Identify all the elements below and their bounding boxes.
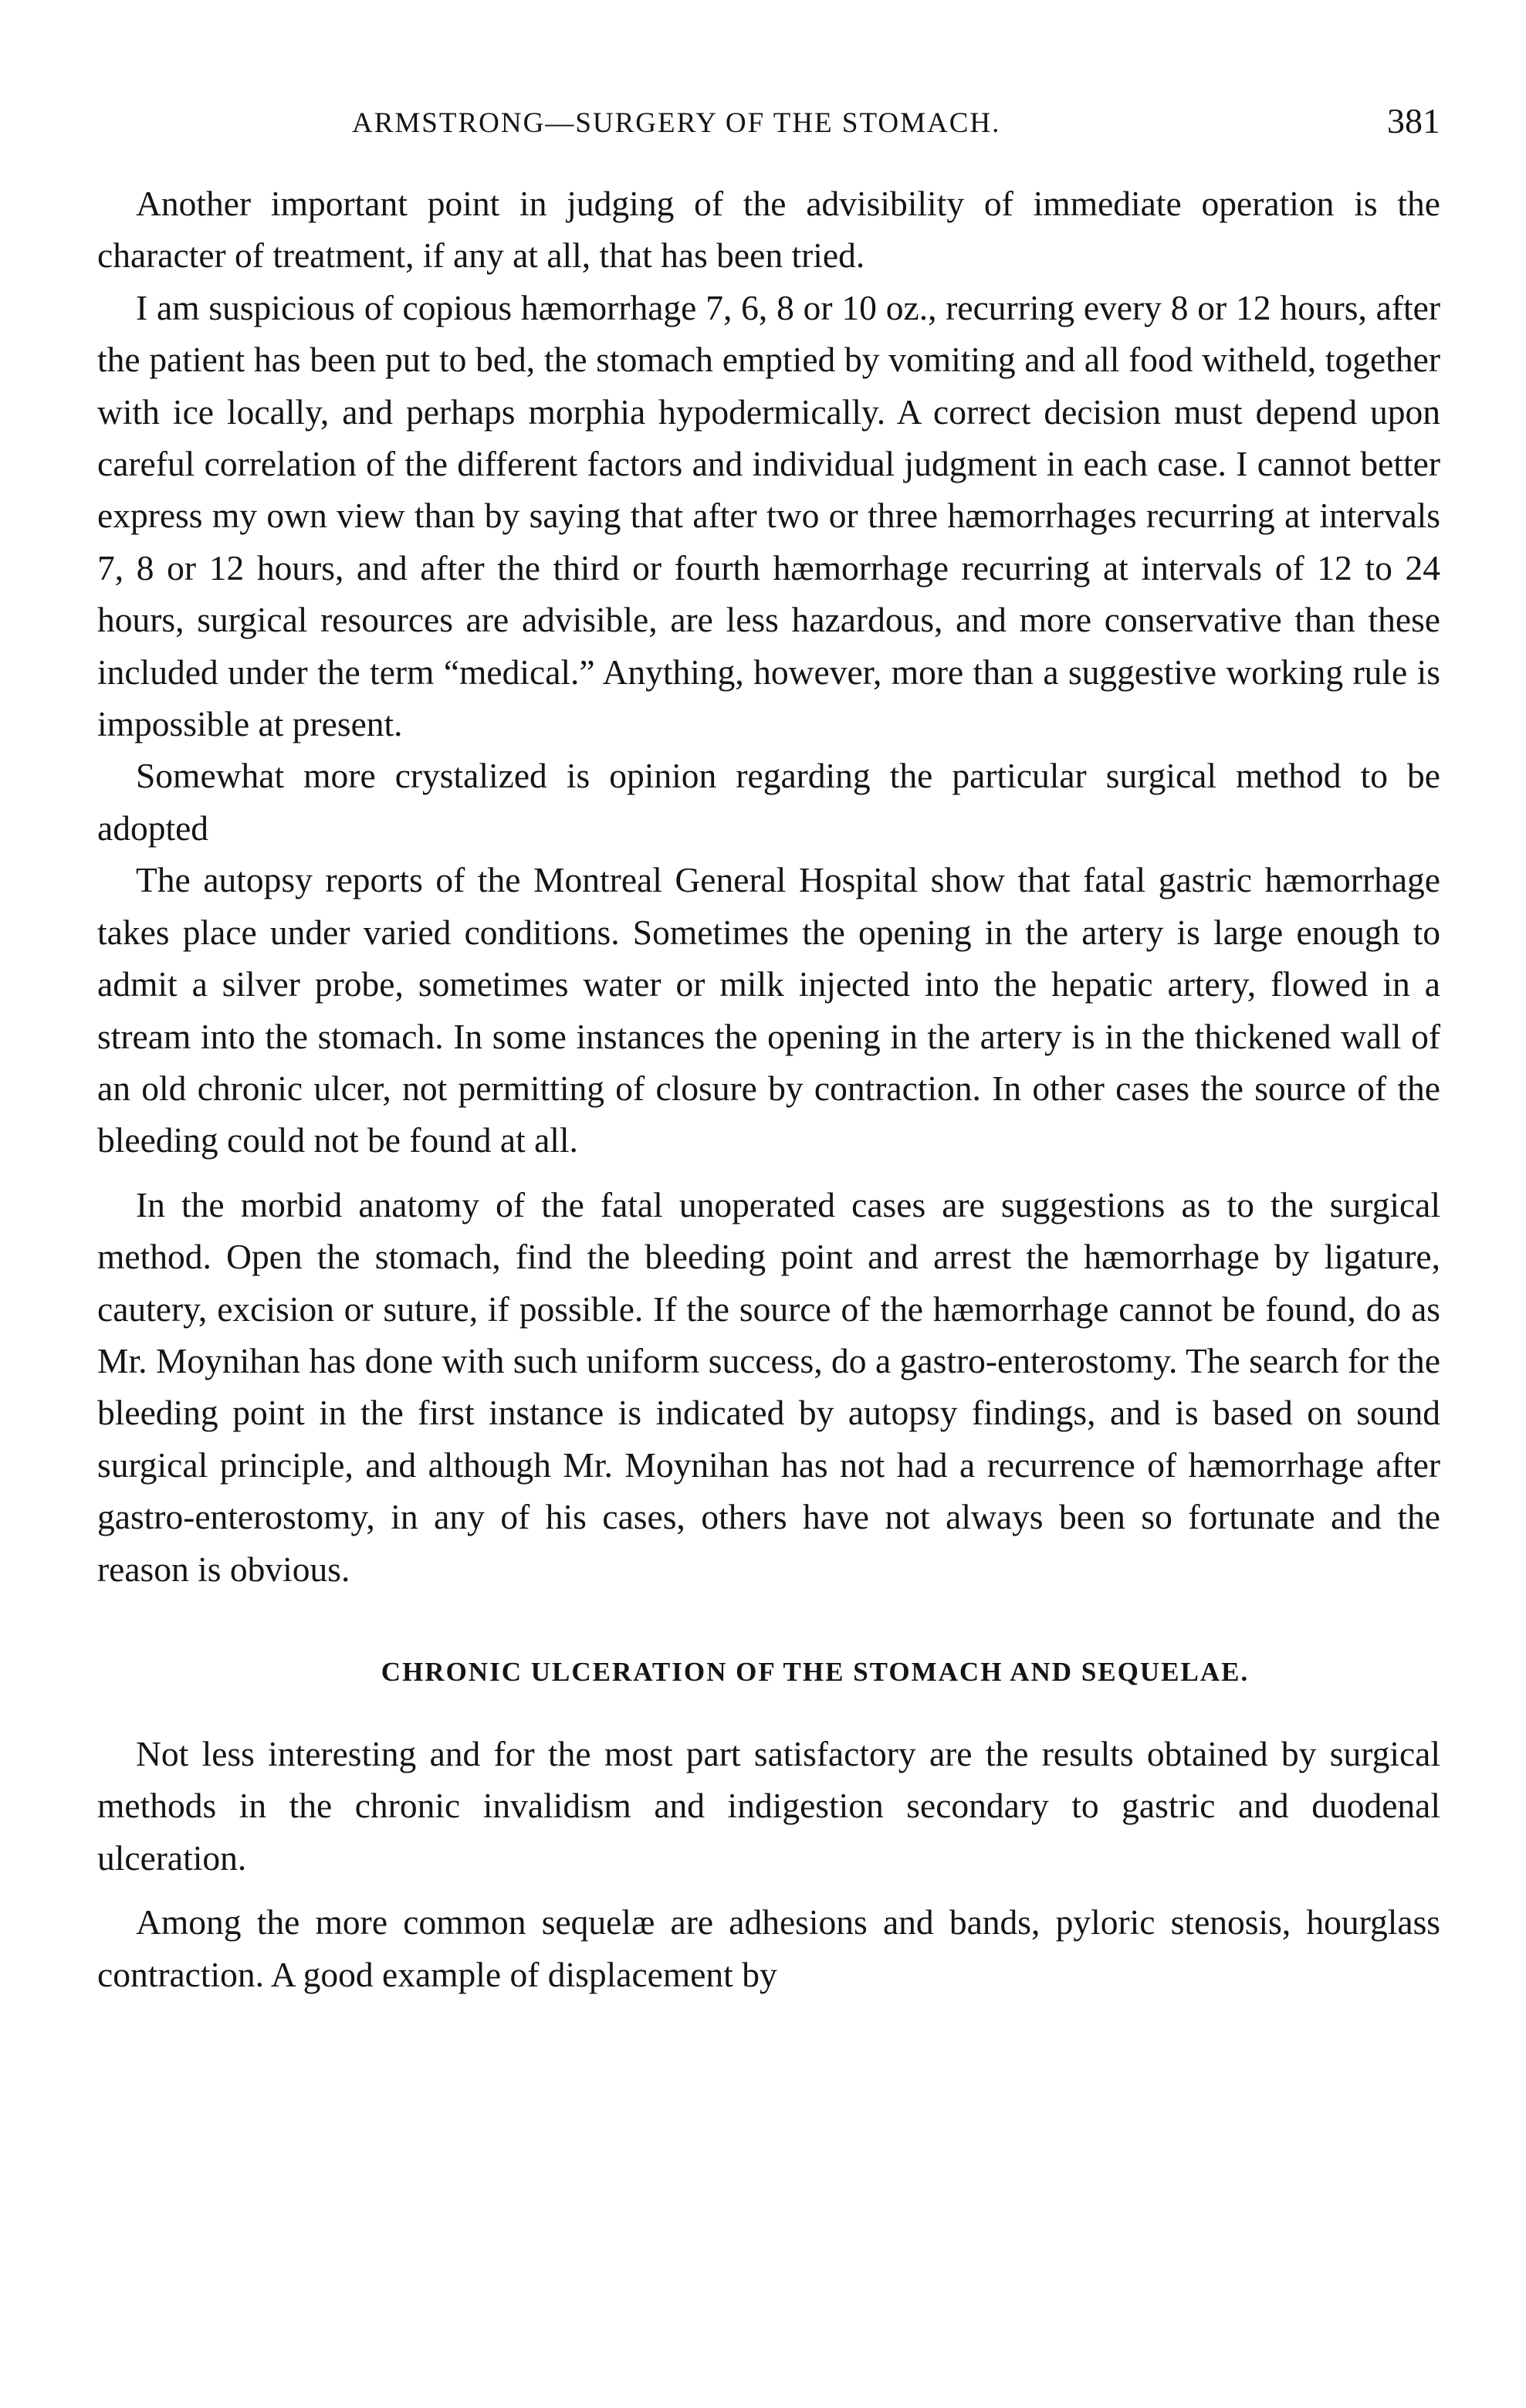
- paragraph-2: I am suspicious of copious hæmorrhage 7, 6, 8 or 10 oz., recurring every 8 or 12 hours, after the patient has been put to bed, the stomach emptied by vomiting and all food witheld, together with ice locally, and perhaps morphia hypodermically. A correct decision must depend upon careful correlation of the different factors and individual judgment in each case. I cannot better express my own view than by saying that after two or three hæmorrhages recurring at intervals 7, 8 or 12 hours, and after the third or fourth hæmorrhage recurring at intervals of 12 to 24 hours, surgical resources are advisible, are less hazardous, and more conservative than these included under the term “medical.” Anything, however, more than a suggestive working rule is impossible at present.: [97, 287, 1440, 744]
- running-head: [97, 93, 1440, 154]
- section-paragraph-2: Among the more common sequelæ are adhesions and bands, pyloric stenosis, hourglass contraction. A good example of displacement by: [97, 1902, 1440, 1994]
- section-paragraph-1: Not less interesting and for the most part satisfactory are the results obtained by surgical methods in the chronic invalidism and indigestion secondary to gastric and duodenal ulceration.: [97, 1733, 1440, 1878]
- paragraph-1: Another important point in judging of the advisibility of immediate operation is the character of treatment, if any at all, that has been tried.: [97, 184, 1440, 276]
- page-number: 381: [1387, 101, 1440, 141]
- running-title: ARMSTRONG—SURGERY OF THE STOMACH.: [352, 107, 1001, 139]
- paragraph-4: The autopsy reports of the Montreal General Hospital show that fatal gastric hæmorrhage takes place under varied conditions. Sometimes the opening in the artery is large enough to admit a silver probe, sometimes water or milk injected into the hepatic artery, flowed in a stream into the stomach. In some instances the opening in the artery is in the thickened wall of an old chronic ulcer, not permitting of closure by contraction. In other cases the source of the bleeding could not be found at all.: [97, 860, 1440, 1160]
- body-text: [97, 178, 1440, 2000]
- paragraph-5: In the morbid anatomy of the fatal unoperated cases are suggestions as to the surgical method. Open the stomach, find the bleeding point and arrest the hæmorrhage by ligature, cautery, excision or suture, if possible. If the source of the hæmorrhage cannot be found, do as Mr. Moynihan has done with such uniform success, do a gastro-enterostomy. The search for the bleeding point in the first instance is indicated by autopsy findings, and is based on sound surgical principle, and although Mr. Moynihan has not had a recurrence of hæmorrhage after gastro-enterostomy, in any of his cases, others have not always been so fortunate and the reason is obvious.: [97, 1184, 1440, 1589]
- paragraph-3: Somewhat more crystalized is opinion regarding the particular surgical method to be adopted: [97, 756, 1440, 848]
- document-page: [97, 93, 1440, 2000]
- section-heading: CHRONIC ULCERATION OF THE STOMACH AND SEQUELAE.: [381, 1656, 1250, 1687]
